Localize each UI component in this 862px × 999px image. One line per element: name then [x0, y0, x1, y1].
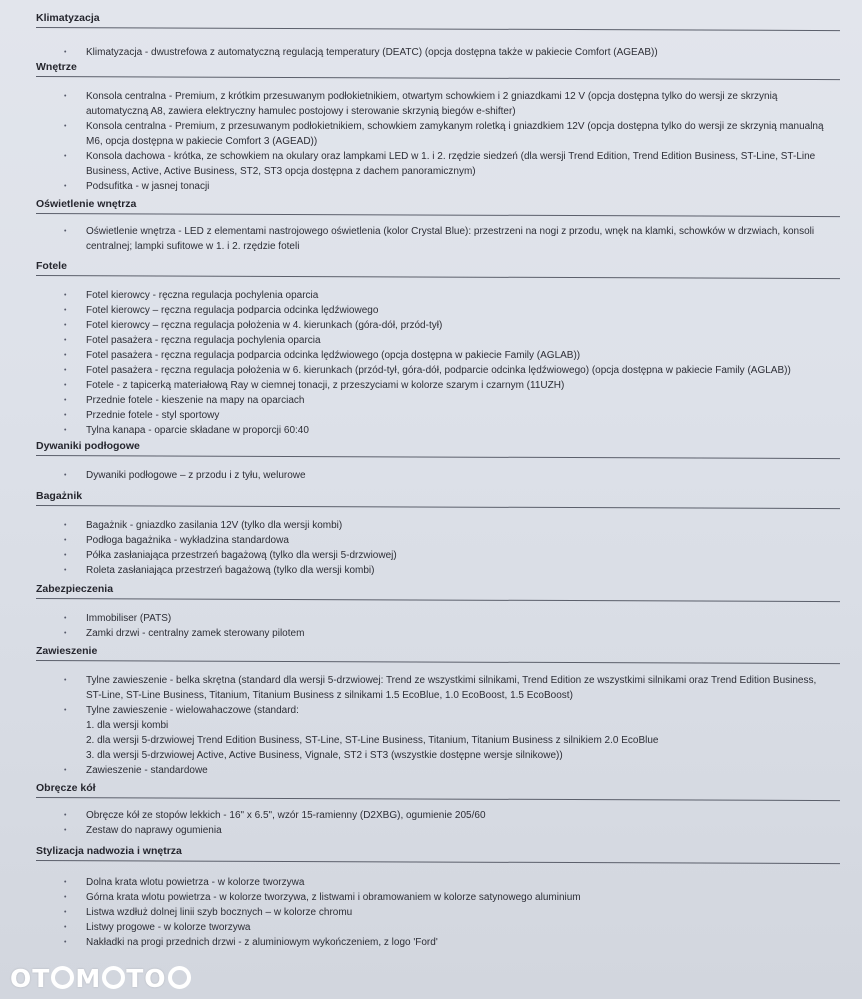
item-text: Konsola centralna - Premium, z krótkim przesuwanym podłokietnikiem, otwartym schowkiem i 2 gniazdkami 12 V (opcja dostępna tylko do wersji ze skrzynią	[86, 91, 778, 102]
list-item	[0, 563, 862, 578]
bullet-icon: •	[64, 707, 67, 714]
section-heading: Bagażnik	[36, 490, 83, 502]
section-divider	[36, 860, 840, 864]
list-item	[0, 626, 862, 641]
item-text: Fotel kierowcy – ręczna regulacja podparcia odcinka lędźwiowego	[86, 305, 379, 316]
item-text: Przednie fotele - styl sportowy	[86, 410, 220, 421]
section-heading: Zabezpieczenia	[36, 583, 114, 595]
item-text: Klimatyzacja - dwustrefowa z automatyczną regulacją temperatury (DEATC) (opcja dostępna także w pakiecie Comfort (AGEAB))	[86, 47, 658, 58]
item-text: Konsola dachowa - krótka, ze schowkiem na okulary oraz lampkami LED w 1. i 2. rzędzie siedzeń (dla wersji Trend Edition, Trend Edition Business, ST-Line, ST-Line	[86, 151, 816, 162]
section-divider	[36, 598, 840, 602]
bullet-icon: •	[64, 93, 67, 100]
list-item	[0, 733, 862, 748]
bullet-icon: •	[64, 812, 67, 819]
bullet-icon: •	[64, 924, 67, 931]
item-text: Listwy progowe - w kolorze tworzywa	[86, 922, 251, 933]
item-text: 3. dla wersji 5-drzwiowej Active, Active Business, Vignale, ST2 i ST3 (wszystkie dostępne wersje silnikowe))	[86, 750, 563, 761]
item-text: Oświetlenie wnętrza - LED z elementami nastrojowego oświetlenia (kolor Crystal Blue): przestrzeni na nogi z przodu, wnęk na klamki, schowków w drzwiach, konsoli	[86, 226, 815, 237]
list-item	[0, 303, 862, 318]
item-text: Fotel pasażera - ręczna regulacja podparcia odcinka lędźwiowego (opcja dostępna w pakiecie Family (AGLAB))	[86, 350, 581, 361]
list-item	[0, 239, 862, 254]
list-item	[0, 688, 862, 703]
bullet-icon: •	[64, 427, 67, 434]
bullet-icon: •	[64, 292, 67, 299]
item-text: Bagażnik - gniazdko zasilania 12V (tylko dla wersji kombi)	[86, 520, 343, 531]
section-heading: Fotele	[36, 260, 67, 272]
bullet-icon: •	[64, 367, 67, 374]
item-text: M6, opcja dostępna w pakiecie Comfort 3 (AGEAD))	[86, 136, 318, 147]
item-text: Fotele - z tapicerką materiałową Ray w ciemnej tonacji, z przeszyciami w kolorze szarym i czarnym (11UZH)	[86, 380, 565, 391]
list-item	[0, 763, 862, 778]
item-text: Dolna krata wlotu powietrza - w kolorze tworzywa	[86, 877, 305, 888]
item-text: Fotel kierowcy – ręczna regulacja położenia w 4. kierunkach (góra-dół, przód-tył)	[86, 320, 443, 331]
item-text: Nakładki na progi przednich drzwi - z aluminiowym wykończeniem, z logo 'Ford'	[86, 937, 438, 948]
list-item	[0, 423, 862, 438]
list-item	[0, 905, 862, 920]
list-item	[0, 164, 862, 179]
watermark-text-middle: M	[75, 964, 102, 993]
section-heading: Dywaniki podłogowe	[36, 440, 140, 452]
bullet-icon: •	[64, 879, 67, 886]
item-text: Konsola centralna - Premium, z przesuwanym podłokietnikiem, schowkiem zamykanym roletką i gniazdkiem 12V (opcja dostępna tylko do wersji ze skrzynią manualną	[86, 121, 824, 132]
item-text: Roleta zasłaniająca przestrzeń bagażową (tylko dla wersji kombi)	[86, 565, 375, 576]
list-item	[0, 468, 862, 483]
bullet-icon: •	[64, 909, 67, 916]
section-divider	[36, 27, 840, 31]
list-item	[0, 89, 862, 104]
section-divider	[36, 275, 840, 279]
section-divider	[36, 76, 840, 80]
bullet-icon: •	[64, 522, 67, 529]
list-item	[0, 748, 862, 763]
list-item	[0, 134, 862, 149]
item-text: Podsufitka - w jasnej tonacji	[86, 181, 210, 192]
item-text: 2. dla wersji 5-drzwiowej Trend Edition Business, ST-Line, ST-Line Business, Titanium, Titanium Business z silnikiem 2.0 EcoBlue	[86, 735, 659, 746]
bullet-icon: •	[64, 397, 67, 404]
list-item	[0, 348, 862, 363]
section-divider	[36, 660, 840, 664]
item-text: Przednie fotele - kieszenie na mapy na oparciach	[86, 395, 305, 406]
watermark-text-start: OT	[10, 964, 51, 993]
bullet-icon: •	[64, 123, 67, 130]
bullet-icon: •	[64, 615, 67, 622]
item-text: Fotel pasażera - ręczna regulacja pochylenia oparcia	[86, 335, 321, 346]
bullet-icon: •	[64, 767, 67, 774]
item-text: Business, Active, Active Business, ST2, ST3 opcja dostępna z dachem panoramicznym)	[86, 166, 476, 177]
list-item	[0, 363, 862, 378]
otomoto-watermark	[10, 964, 192, 993]
list-item	[0, 318, 862, 333]
section-heading: Zawieszenie	[36, 645, 98, 657]
bullet-icon: •	[64, 337, 67, 344]
item-text: Tylna kanapa - oparcie składane w proporcji 60:40	[86, 425, 309, 436]
item-text: Tylne zawieszenie - belka skrętna (standard dla wersji 5-drzwiowej: Trend ze wszystkimi silnikami, Trend Edition ze wszystkimi silnikami oraz Trend Edition Business,	[86, 675, 817, 686]
section-heading: Stylizacja nadwozia i wnętrza	[36, 845, 182, 857]
section-heading: Wnętrze	[36, 61, 77, 73]
list-item	[0, 808, 862, 823]
item-text: Podłoga bagażnika - wykładzina standardowa	[86, 535, 289, 546]
list-item	[0, 673, 862, 688]
bullet-icon: •	[64, 382, 67, 389]
list-item	[0, 518, 862, 533]
item-text: Półka zasłaniająca przestrzeń bagażową (tylko dla wersji 5-drzwiowej)	[86, 550, 397, 561]
bullet-icon: •	[64, 322, 67, 329]
list-item	[0, 935, 862, 950]
item-text: automatyczną A8, zawiera elektryczny hamulec postojowy i sterowanie skrzynią biegów e-shifter)	[86, 106, 516, 117]
item-text: ST-Line, ST-Line Business, Titanium, Titanium Business z silnikami 1.5 EcoBlue, 1.0 EcoBoost, 1.5 EcoBoost)	[86, 690, 573, 701]
list-item	[0, 393, 862, 408]
section-heading: Klimatyzacja	[36, 12, 100, 24]
bullet-icon: •	[64, 472, 67, 479]
bullet-icon: •	[64, 153, 67, 160]
bullet-icon: •	[64, 552, 67, 559]
section-divider	[36, 505, 840, 509]
list-item	[0, 119, 862, 134]
bullet-icon: •	[64, 567, 67, 574]
item-text: Tylne zawieszenie - wielowahaczowe (standard:	[86, 705, 299, 716]
list-item	[0, 920, 862, 935]
bullet-icon: •	[64, 827, 67, 834]
list-item	[0, 611, 862, 626]
watermark-ring-icon	[102, 966, 125, 989]
list-item	[0, 288, 862, 303]
bullet-icon: •	[64, 49, 67, 56]
bullet-icon: •	[64, 939, 67, 946]
item-text: Dywaniki podłogowe – z przodu i z tyłu, welurowe	[86, 470, 306, 481]
list-item	[0, 823, 862, 838]
list-item	[0, 718, 862, 733]
watermark-ring-icon	[168, 966, 191, 989]
bullet-icon: •	[64, 352, 67, 359]
list-item	[0, 224, 862, 239]
list-item	[0, 333, 862, 348]
bullet-icon: •	[64, 894, 67, 901]
bullet-icon: •	[64, 630, 67, 637]
section-divider	[36, 455, 840, 459]
list-item	[0, 703, 862, 718]
bullet-icon: •	[64, 307, 67, 314]
bullet-icon: •	[64, 183, 67, 190]
list-item	[0, 104, 862, 119]
item-text: Obręcze kół ze stopów lekkich - 16" x 6.5", wzór 15-ramienny (D2XBG), ogumienie 205/60	[86, 810, 486, 821]
item-text: Immobiliser (PATS)	[86, 613, 172, 624]
list-item	[0, 179, 862, 194]
item-text: centralnej; lampki sufitowe w 1. i 2. rzędzie foteli	[86, 241, 300, 252]
item-text: Zamki drzwi - centralny zamek sterowany pilotem	[86, 628, 305, 639]
bullet-icon: •	[64, 537, 67, 544]
section-heading: Obręcze kół	[36, 782, 96, 794]
bullet-icon: •	[64, 677, 67, 684]
item-text: Zestaw do naprawy ogumienia	[86, 825, 222, 836]
list-item	[0, 378, 862, 393]
list-item	[0, 548, 862, 563]
list-item	[0, 890, 862, 905]
watermark-ring-icon	[51, 966, 74, 989]
watermark-text-end: TO	[126, 964, 167, 993]
item-text: 1. dla wersji kombi	[86, 720, 169, 731]
item-text: Fotel kierowcy - ręczna regulacja pochylenia oparcia	[86, 290, 319, 301]
section-divider	[36, 797, 840, 801]
list-item	[0, 408, 862, 423]
bullet-icon: •	[64, 412, 67, 419]
list-item	[0, 149, 862, 164]
section-divider	[36, 213, 840, 217]
section-heading: Oświetlenie wnętrza	[36, 198, 137, 210]
list-item	[0, 45, 862, 60]
list-item	[0, 533, 862, 548]
bullet-icon: •	[64, 228, 67, 235]
item-text: Zawieszenie - standardowe	[86, 765, 208, 776]
item-text: Listwa wzdłuż dolnej linii szyb bocznych – w kolorze chromu	[86, 907, 353, 918]
item-text: Górna krata wlotu powietrza - w kolorze tworzywa, z listwami i obramowaniem w kolorze satynowego aluminium	[86, 892, 581, 903]
list-item	[0, 875, 862, 890]
item-text: Fotel pasażera - ręczna regulacja położenia w 6. kierunkach (przód-tył, góra-dół, podparcie odcinka lędźwiowego) (opcja dostępna w pakiecie Family (AGLAB))	[86, 365, 791, 376]
